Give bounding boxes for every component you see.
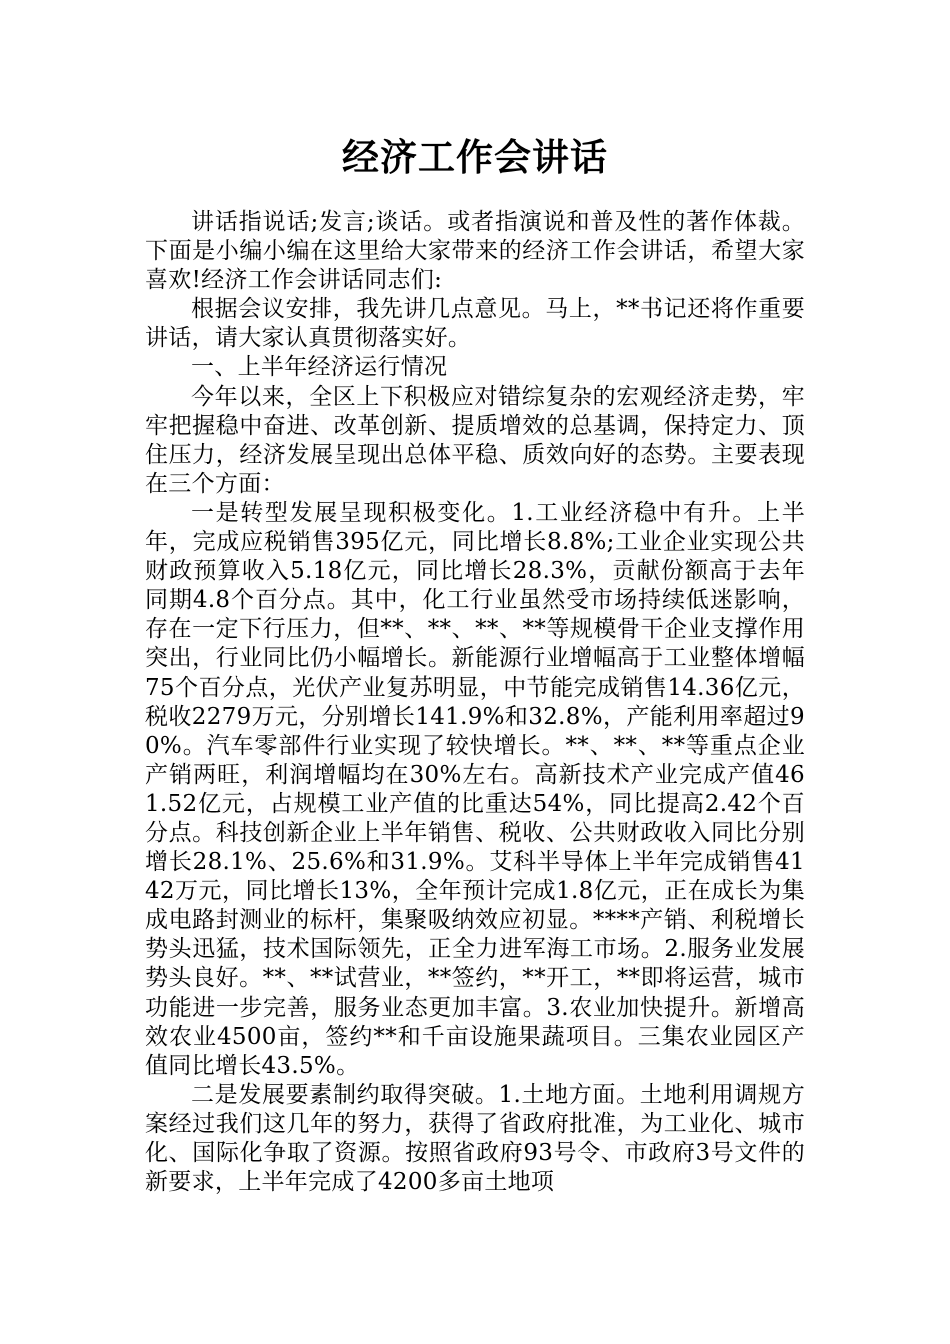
paragraph-factors: 二是发展要素制约取得突破。1.土地方面。土地利用调规方案经过我们这几年的努力，获得了省政府批准，为工业化、城市化、国际化争取了资源。按照省政府93号令、市政府3号文件的新要求，上半年完成了4200多亩土地项 (145, 1081, 805, 1196)
document-body (145, 208, 805, 1197)
paragraph-intro: 讲话指说话;发言;谈话。或者指演说和普及性的著作体裁。下面是小编小编在这里给大家带来的经济工作会讲话，希望大家喜欢!经济工作会讲话同志们: (145, 209, 805, 294)
section-heading-1: 一、上半年经济运行情况 (191, 354, 448, 381)
paragraph-opening: 根据会议安排，我先讲几点意见。马上，**书记还将作重要讲话，请大家认真贯彻落实好。 (145, 296, 805, 352)
paragraph-transformation: 一是转型发展呈现积极变化。1.工业经济稳中有升。上半年，完成应税销售395亿元，同比增长8.8%;工业企业实现公共财政预算收入5.18亿元，同比增长28.3%，贡献份额高于去年同期4.8个百分点。其中，化工行业虽然受市场持续低迷影响，存在一定下行压力，但**、**、**、**等规模骨干企业支撑作用突出，行业同比仍小幅增长。新能源行业增幅高于工业整体增幅75个百分点，光伏产业复苏明显，中节能完成销售14.36亿元，税收2279万元，分别增长141.9%和32.8%，产能利用率超过90%。汽车零部件行业实现了较快增长。**、**、**等重点企业产销两旺，利润增幅均在30%左右。高新技术产业完成产值461.52亿元，占规模工业产值的比重达54%，同比提高2.42个百分点。科技创新企业上半年销售、税收、公共财政收入同比分别增长28.1%、25.6%和31.9%。艾科半导体上半年完成销售4142万元，同比增长13%，全年预计完成1.8亿元，正在成长为集成电路封测业的标杆，集聚吸纳效应初显。****产销、利税增长势头迅猛，技术国际领先，正全力进军海工市场。2.服务业发展势头良好。**、**试营业，**签约，**开工，**即将运营，城市功能进一步完善，服务业态更加丰富。3.农业加快提升。新增高效农业4500亩，签约**和千亩设施果蔬项目。三集农业园区产值同比增长43.5%。 (145, 499, 805, 1079)
paragraph-overview: 今年以来，全区上下积极应对错综复杂的宏观经济走势，牢牢把握稳中奋进、改革创新、提质增效的总基调，保持定力、顶住压力，经济发展呈现出总体平稳、质效向好的态势。主要表现在三个方面： (145, 383, 805, 497)
document-title: 经济工作会讲话 (342, 135, 608, 179)
